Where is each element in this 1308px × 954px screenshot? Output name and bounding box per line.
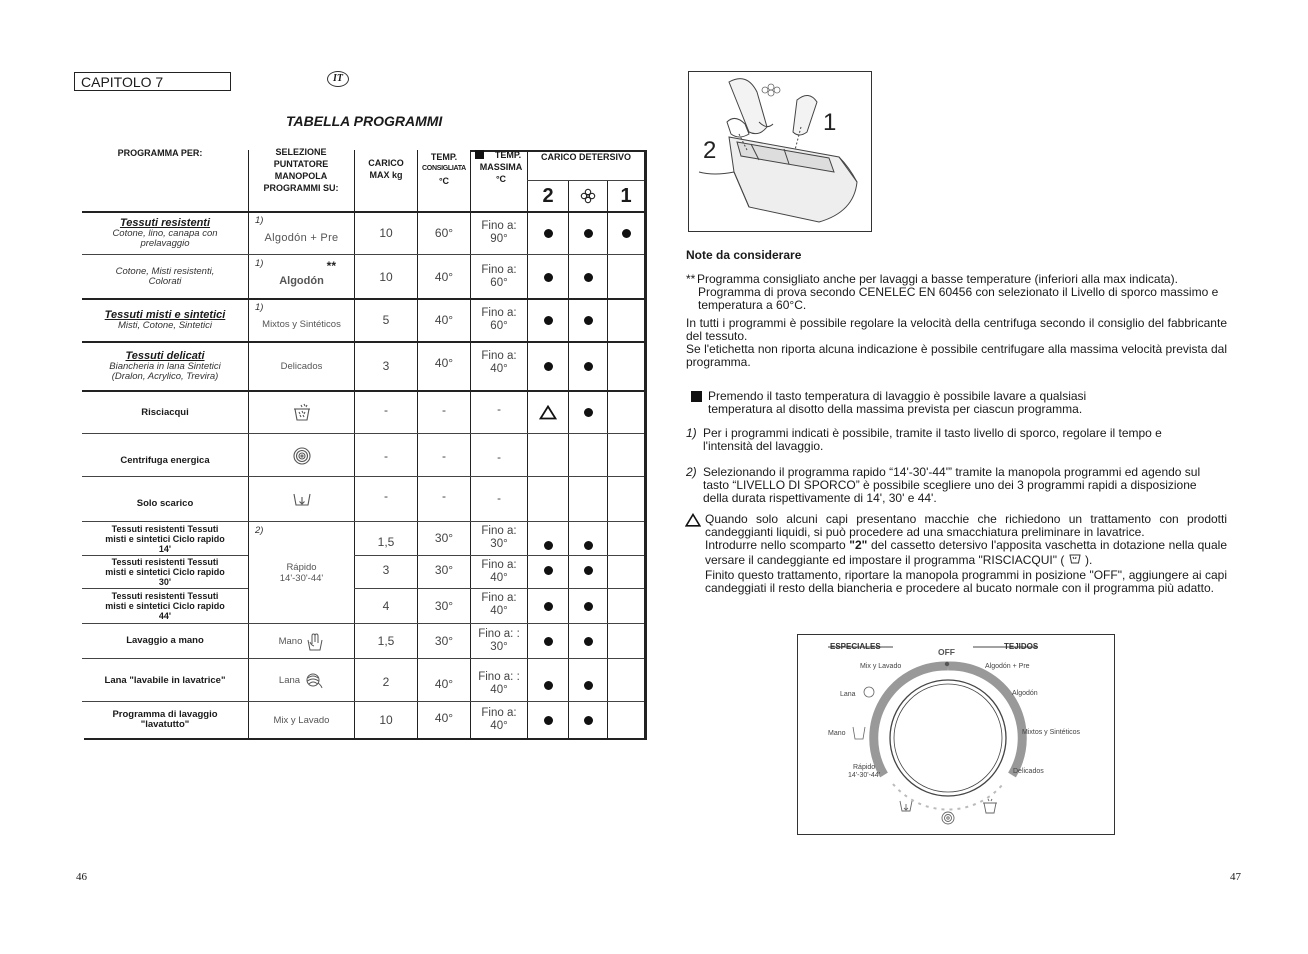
row-2-tmax	[471, 256, 527, 298]
row-11-selection	[249, 625, 354, 658]
dose-dot	[544, 316, 553, 325]
row-8-tmax	[471, 523, 527, 553]
row-7-selection	[249, 478, 354, 521]
wool-icon	[304, 670, 324, 690]
row-13-title: Programma di lavaggio "lavatutto"	[112, 709, 218, 730]
row-6-title: Centrifuga energica	[120, 454, 210, 466]
row-12-selection	[249, 660, 354, 700]
row-12-tmax-text: Fino a: : 40°	[478, 671, 520, 696]
row-6-load: -	[384, 448, 388, 463]
row-5-tmax: -	[497, 403, 501, 416]
row-1-d2	[528, 213, 568, 253]
row-4-sel: Delicados	[280, 360, 323, 372]
spin-icon	[292, 446, 312, 466]
notes-title: Note da considerare	[686, 248, 802, 262]
warning-triangle-icon	[539, 405, 557, 420]
row-1-title: Tessuti resistenti	[119, 217, 211, 229]
row-8-sel: Rápido 14'-30'-44'	[279, 562, 324, 584]
note-bleach	[705, 513, 1227, 595]
row-11-sel: Mano	[278, 636, 303, 647]
row-11-trec: 30°	[434, 633, 454, 648]
row-13-trec: 40°	[434, 711, 454, 725]
dose-dot	[622, 229, 631, 238]
row-divider	[82, 623, 644, 624]
drawer-label-2: 2	[703, 137, 717, 164]
note-mark: 1)	[255, 258, 264, 269]
dose-dot	[584, 681, 593, 690]
header-temp-rec-line3: °C	[438, 176, 450, 186]
row-8-load: 1,5	[377, 535, 395, 549]
dose-dot	[544, 362, 553, 371]
row-10-title: Tessuti resistenti Tessuti misti e sintetici Ciclo rapido 44'	[105, 591, 225, 621]
row-4-title: Tessuti delicati	[125, 350, 205, 362]
header-temp-recommended	[418, 149, 470, 189]
row-5-load: -	[384, 403, 388, 417]
row-4-tmax	[471, 343, 527, 383]
program-dial-diagram	[797, 634, 1115, 835]
dose-dot	[544, 602, 553, 611]
note-spin	[686, 317, 1227, 369]
language-badge: IT	[327, 71, 349, 87]
temp-button-square-icon	[691, 391, 702, 402]
dial-tejidos: TEJIDOS	[1004, 642, 1039, 651]
note-bleach-p2a: Introdurre nello scomparto	[705, 538, 846, 552]
dose-dot	[544, 229, 553, 238]
dial-delicados: Delicados	[1013, 768, 1044, 775]
row-4-dsoft	[569, 343, 607, 389]
row-2-sel: Algodón	[279, 275, 324, 287]
chapter-label: CAPITOLO 7	[81, 74, 164, 90]
row-13-tmax-text: Fino a: 40°	[481, 707, 517, 732]
note-star-line-2: Programma di prova secondo CENELEC EN 60456 con selezionato il Livello di sporco massimo e temperatura a 60°C.	[698, 285, 1219, 312]
row-7-title: Solo scarico	[136, 497, 194, 509]
note2-text: Selezionando il programma rapido “14'-30'-44'” tramite la manopola programmi ed agendo sul tasto “LIVELLO DI SPORCO” è possibile scegliere uno dei 3 programmi rapidi a disposizione della durata rispettivamente di 14', 30' e 44'.	[703, 465, 1201, 505]
row-11-tmax-text: Fino a: : 30°	[478, 627, 520, 653]
dose-dot	[544, 716, 553, 725]
page-number-right: 47	[1230, 871, 1241, 883]
rinse-icon	[983, 799, 997, 813]
row-1-trec: 60°	[434, 226, 454, 240]
row-9-title: Tessuti resistenti Tessuti misti e sintetici Ciclo rapido 30'	[105, 557, 225, 587]
row-6-tmax: -	[497, 451, 501, 464]
row-2-trec: 40°	[434, 270, 454, 284]
row-11-tmax	[471, 625, 527, 656]
dial-algodon: Algodón	[1012, 690, 1038, 697]
row-2-tmax-text: Fino a: 60°	[481, 264, 517, 289]
row-11-dsoft	[569, 625, 607, 658]
row-1-dsoft	[569, 213, 607, 253]
note-mark: 1)	[255, 215, 264, 226]
row-2-program	[82, 256, 248, 298]
row-3-sel: Mixtos y Sintéticos	[262, 318, 341, 330]
note1-text: Per i programmi indicati è possibile, tramite il tasto livello di sporco, regolare il tempo e l'intensità del lavaggio.	[703, 426, 1162, 453]
rinse-icon	[1068, 552, 1082, 564]
row-10-program	[82, 589, 248, 623]
row-3-load: 5	[382, 313, 390, 327]
header-selection: SELEZIONE PUNTATORE MANOPOLA PROGRAMMI SU:	[263, 147, 339, 193]
row-2-stars: **	[326, 259, 336, 273]
row-3-sub: Misti, Cotone, Sintetici	[118, 320, 212, 331]
drain-icon	[900, 801, 912, 811]
row-8-tmax-text: Fino a: 30°	[481, 525, 517, 550]
header-temp-max	[475, 147, 527, 187]
row-divider	[82, 658, 644, 659]
dial-mixtos: Mixtos y Sintéticos	[1022, 729, 1080, 736]
note-spin-line: In tutti i programmi è possibile regolare la velocità della centrifuga secondo il consiglio del fabbricante del tessuto.	[686, 316, 1227, 343]
row-12-title: Lana "lavabile in lavatrice"	[104, 675, 226, 686]
dial-off: OFF	[938, 647, 955, 657]
row-2-dsoft	[569, 256, 607, 298]
row-10-d2	[528, 589, 568, 623]
row-12-program	[82, 660, 248, 702]
row-8-d2	[528, 533, 568, 557]
row-13-sel: Mix y Lavado	[273, 714, 330, 726]
row-1-selection	[249, 213, 354, 253]
dose-dot	[584, 273, 593, 282]
row-1-tmax-text: Fino a: 90°	[481, 220, 517, 245]
compartment-2: 2	[542, 184, 554, 207]
row-11-load: 1,5	[377, 633, 395, 648]
row-13-dsoft	[569, 703, 607, 737]
page-number-left: 46	[76, 871, 87, 883]
row-4-d2	[528, 343, 568, 389]
row-12-sel: Lana	[278, 674, 301, 686]
row-9-tmax	[471, 556, 527, 588]
row-13-selection	[249, 703, 354, 737]
row-13-load: 10	[379, 713, 393, 727]
note-star-line: Programma consigliato anche per lavaggi a basse temperature (inferiori alla max indicata).	[697, 272, 1178, 286]
header-temp-max-line3: °C	[495, 174, 507, 184]
row-8-trec: 30°	[434, 531, 454, 545]
row-3-tmax-text: Fino a: 60°	[481, 307, 517, 332]
dose-dot	[544, 273, 553, 282]
row-10-load: 4	[382, 599, 390, 613]
note1-mark: 1)	[686, 426, 697, 440]
row-9-load: 3	[382, 563, 390, 577]
row-1-program	[82, 213, 248, 253]
dial-mano: Mano	[828, 730, 846, 737]
row-10-trec: 30°	[434, 599, 454, 613]
row-11-program	[82, 625, 248, 656]
row-4-tmax-text: Fino a: 40°	[481, 350, 517, 375]
row-4-program	[82, 343, 248, 389]
dose-dot	[544, 566, 553, 575]
detergent-drawer-illustration	[688, 71, 872, 232]
row-13-d2	[528, 703, 568, 737]
row-3-trec: 40°	[434, 313, 454, 327]
row-2-selection	[249, 256, 354, 298]
row-1-tmax	[471, 213, 527, 253]
note-bleach-p2	[705, 539, 1227, 567]
row-8-dsoft	[569, 533, 607, 557]
note-mark: 2)	[255, 525, 264, 536]
row-1-sel: Algodón + Pre	[264, 232, 339, 244]
header-temp-max-line1: TEMP.	[494, 150, 522, 160]
note-bleach-p1: Quando solo alcuni capi presentano macchie che richiedono un trattamento con prodotti candeggianti liquidi, si può procedere ad una smacchiatura preliminare in lavatrice.	[705, 512, 1227, 539]
row-12-tmax	[471, 660, 527, 708]
row-7-program	[82, 478, 248, 529]
note-mark: 1)	[255, 302, 264, 313]
row-3-selection	[249, 300, 354, 340]
dose-dot	[584, 566, 593, 575]
dial-rapido-times: 14'-30'-44'	[848, 772, 881, 779]
row-10-dsoft	[569, 589, 607, 623]
row-7-tmax: -	[497, 493, 501, 505]
dial-off-dot	[945, 662, 949, 666]
row-3-d2	[528, 300, 568, 340]
row-4-sub: Biancheria in lana Sintetici (Dralon, Acrylico, Trevira)	[109, 361, 221, 382]
row-divider	[82, 433, 644, 434]
hand-wash-icon	[306, 632, 324, 652]
row-5-program	[82, 392, 248, 433]
row-5-d2	[528, 392, 568, 433]
row-2-load: 10	[379, 270, 393, 284]
program-dial-drawing	[798, 635, 1114, 834]
dose-dot	[584, 408, 593, 417]
dose-dot	[584, 316, 593, 325]
row-8-selection	[249, 523, 354, 623]
header-detergent: CARICO DETERSIVO	[540, 152, 631, 162]
row-2-sub: Cotone, Misti resistenti, Colorati	[115, 266, 215, 287]
row-5-selection	[249, 392, 354, 433]
row-1-sub: Cotone, lino, canapa con prelavaggio	[112, 228, 218, 249]
note-bleach-p2b: "2"	[849, 538, 868, 552]
row-3-program	[82, 300, 248, 340]
note-star-mark: **	[686, 272, 696, 286]
header-temp-rec-line1: TEMP.	[430, 152, 458, 162]
col-divider	[607, 180, 608, 740]
row-10-tmax	[471, 589, 527, 621]
row-4-trec: 40°	[434, 356, 454, 370]
row-4-load: 3	[382, 359, 390, 373]
row-13-tmax	[471, 703, 527, 737]
dial-especiales: ESPECIALES	[830, 642, 881, 651]
dose-dot	[584, 637, 593, 646]
chapter-box	[74, 72, 231, 91]
row-12-load: 2	[382, 675, 390, 689]
note2-mark: 2)	[686, 465, 697, 479]
note-bleach-p3: Finito questo trattamento, riportare la manopola programmi in posizione "OFF", aggiungere ai capi candeggiati il resto della biancheria e procedere al bucato normale con il programma più adatto.	[705, 568, 1227, 595]
spin-icon	[942, 812, 954, 824]
row-3-title: Tessuti misti e sintetici	[104, 309, 226, 321]
dose-dot	[544, 681, 553, 690]
row-12-trec: 40°	[434, 677, 454, 691]
row-11-title: Lavaggio a mano	[126, 634, 204, 646]
row-7-load: -	[384, 489, 388, 503]
dose-dot	[584, 716, 593, 725]
row-9-tmax-text: Fino a: 40°	[481, 559, 517, 584]
header-temp-rec-line2: CONSIGLIATA	[422, 165, 466, 172]
compartment-1: 1	[620, 184, 632, 207]
drain-icon	[292, 491, 312, 509]
row-9-trec: 30°	[434, 563, 454, 577]
row-5-trec: -	[442, 403, 446, 417]
row-8-title: Tessuti resistenti Tessuti misti e sintetici Ciclo rapido 14'	[105, 524, 225, 554]
row-4-selection	[249, 343, 354, 389]
rinse-icon	[291, 403, 313, 423]
dose-dot	[544, 637, 553, 646]
note-spin-line-2: Se l'etichetta non riporta alcuna indicazione è possibile centrifugare alla massima velocità prevista dal programma.	[686, 342, 1227, 369]
softener-flower-icon	[569, 183, 607, 209]
row-10-tmax-text: Fino a: 40°	[481, 592, 517, 617]
table-bottom-border	[84, 738, 647, 740]
header-temp-max-line2: MASSIMA	[479, 162, 523, 172]
header-program: PROGRAMMA PER:	[117, 148, 203, 158]
dose-dot	[584, 362, 593, 371]
row-3-dsoft	[569, 300, 607, 340]
table-right-border	[644, 152, 647, 740]
row-divider	[82, 254, 644, 255]
dial-algodon-pre: Algodón + Pre	[985, 663, 1030, 670]
row-1-load: 10	[379, 226, 393, 240]
row-2-d2	[528, 256, 568, 298]
note-bleach-p2d: ).	[1085, 553, 1093, 567]
dose-dot	[584, 602, 593, 611]
note-star-text	[697, 273, 1227, 312]
header-load: CARICO MAX kg	[368, 158, 404, 180]
row-6-selection	[249, 435, 354, 476]
row-8-program	[82, 523, 248, 555]
row-divider	[527, 180, 644, 181]
row-1-d1	[608, 213, 644, 253]
row-9-program	[82, 556, 248, 588]
dial-lana: Lana	[840, 691, 856, 698]
row-9-d2	[528, 556, 568, 584]
dose-dot	[544, 541, 553, 550]
row-6-trec: -	[442, 448, 446, 463]
drawer-drawing	[689, 72, 871, 231]
table-title: TABELLA PROGRAMMI	[286, 113, 443, 129]
note-bleach-p2c: del cassetto detersivo l'apposita vaschetta in dotazione nella quale versare il candeggiante ed impostare il programma "RISCIACQUI" (	[705, 538, 1227, 567]
row-5-title: Risciacqui	[141, 406, 189, 418]
row-13-program	[82, 703, 248, 737]
drawer-label-1: 1	[823, 109, 837, 136]
hand-wash-icon	[853, 727, 865, 739]
dial-mix-lavado: Mix y Lavado	[860, 663, 902, 670]
row-3-tmax	[471, 300, 527, 340]
dial-rapido: Rápido	[853, 764, 876, 771]
row-9-dsoft	[569, 556, 607, 584]
note-temp: Premendo il tasto temperatura di lavaggio è possibile lavare a qualsiasi temperatura al disotto della massima prevista per ciascun programma.	[708, 389, 1087, 416]
row-7-trec: -	[442, 489, 446, 503]
dose-dot	[584, 541, 593, 550]
warning-triangle-icon	[685, 513, 701, 532]
dose-dot	[584, 229, 593, 238]
row-11-d2	[528, 625, 568, 658]
row-5-dsoft	[569, 392, 607, 433]
wool-icon	[864, 687, 874, 697]
